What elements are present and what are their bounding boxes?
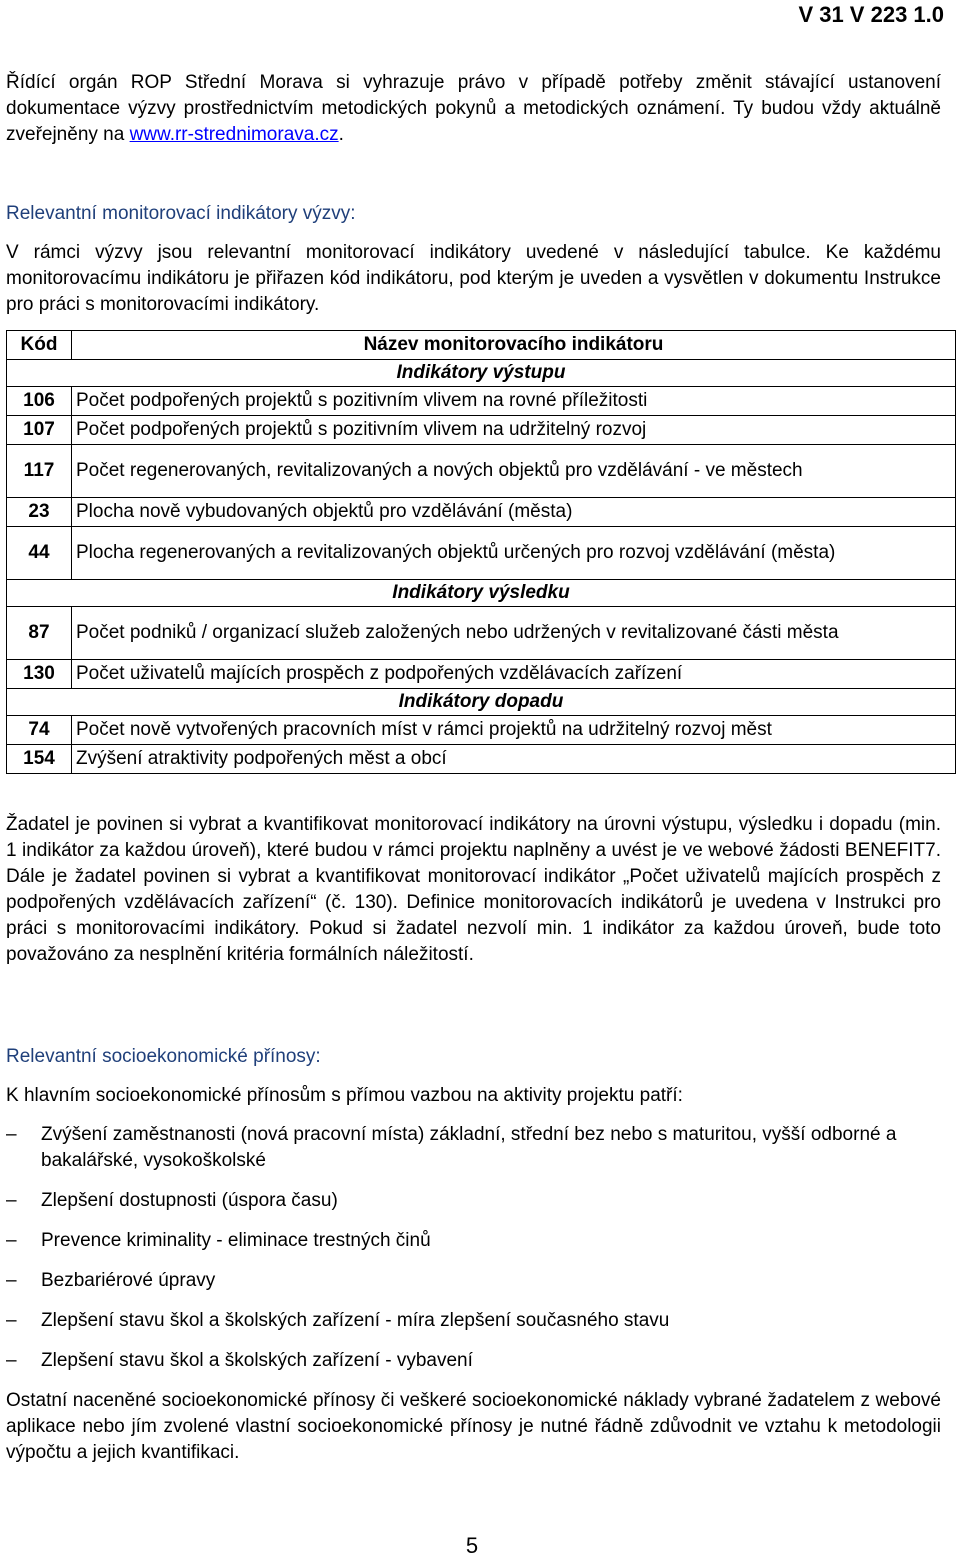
indicators-table [6,330,956,774]
indicator-name: Počet podniků / organizací služeb založených nebo udržených v revitalizované části města [72,607,956,660]
indicator-code: 74 [7,716,72,745]
table-row [7,445,956,498]
table-row [7,498,956,527]
document-version: V 31 V 223 1.0 [798,2,944,27]
table-row [7,660,956,689]
list-item-text: Zvýšení zaměstnanosti (nová pracovní místa) základní, střední bez nebo s maturitou, vyšší odborné a bakalářské, vysokoškolské [41,1124,897,1171]
indicator-code: 106 [7,387,72,416]
benefits-heading: Relevantní socioekonomické přínosy: [6,1046,321,1067]
indicator-name: Počet nově vytvořených pracovních míst v rámci projektů na udržitelný rozvoj měst [72,716,956,745]
table-row [7,527,956,580]
table-row [7,387,956,416]
section-row-impact [7,689,956,716]
benefits-intro: K hlavním socioekonomické přínosům s přímou vazbou na aktivity projektu patří: [6,1085,683,1106]
indicator-name: Zvýšení atraktivity podpořených měst a obcí [72,745,956,774]
dash-bullet: – [6,1350,17,1371]
website-link[interactable]: www.rr-strednimorava.cz [129,124,339,145]
indicator-code: 107 [7,416,72,445]
list-item-text: Zlepšení stavu škol a školských zařízení - vybavení [41,1350,473,1371]
indicator-code: 23 [7,498,72,527]
section-row-output [7,360,956,387]
list-item [6,1228,941,1254]
indicator-name: Počet uživatelů majících prospěch z podpořených vzdělávacích zařízení [72,660,956,689]
indicator-name: Počet regenerovaných, revitalizovaných a nových objektů pro vzdělávání - ve městech [72,445,956,498]
list-item [6,1268,941,1294]
intro-text: Řídící orgán ROP Střední Morava si vyhrazuje právo v případě potřeby změnit stávající ustanovení dokumentace výzvy prostřednictvím metodických pokynů a metodických oznámení. Ty budou vždy aktuálně zveřejněny na [6,72,941,145]
list-item-text: Prevence kriminality - eliminace trestných činů [41,1230,431,1251]
list-item [6,1308,941,1334]
indicator-name: Počet podpořených projektů s pozitivním vlivem na udržitelný rozvoj [72,416,956,445]
applicant-note: Žadatel je povinen si vybrat a kvantifikovat monitorovací indikátory na úrovni výstupu, výsledku i dopadu (min. 1 indikátor za každou úroveň), které budou v rámci projektu naplněny a uvést je ve webové žádosti BENEFIT7. Dále je žadatel povinen si vybrat a kvantifikovat monitorovací indikátor „Počet uživatelů majících prospěch z podpořených vzdělávacích zařízení“ (č. 130). Definice monitorovacích indikátorů je uvedena v Instrukci pro práci s monitorovacími indikátory. Pokud si žadatel nezvolí min. 1 indikátor za každou úroveň, bude toto považováno za nesplnění kritéria formálních náležitostí. [6,814,941,965]
table-header-row [7,331,956,360]
section-title: Indikátory dopadu [7,689,956,716]
indicators-intro: V rámci výzvy jsou relevantní monitorovací indikátory uvedené v následující tabulce. Ke každému monitorovacímu indikátoru je přiřazen kód indikátoru, pod kterým je uveden a vysvětlen v dokumentu Instrukce pro práci s monitorovacími indikátory. [6,242,941,315]
indicators-heading: Relevantní monitorovací indikátory výzvy: [6,203,356,224]
benefits-list [6,1122,941,1388]
section-title: Indikátory výstupu [7,360,956,387]
indicator-code: 117 [7,445,72,498]
indicator-code: 44 [7,527,72,580]
indicator-name: Plocha nově vybudovaných objektů pro vzdělávání (města) [72,498,956,527]
column-header-code: Kód [7,331,72,360]
section-title: Indikátory výsledku [7,580,956,607]
list-item [6,1122,941,1174]
intro-paragraph [6,70,941,148]
list-item [6,1188,941,1214]
list-item-text: Zlepšení dostupnosti (úspora času) [41,1190,338,1211]
indicator-code: 154 [7,745,72,774]
dash-bullet: – [6,1310,17,1331]
indicator-code: 130 [7,660,72,689]
dash-bullet: – [6,1270,17,1291]
table-row [7,716,956,745]
indicator-name: Počet podpořených projektů s pozitivním vlivem na rovné příležitosti [72,387,956,416]
page-number: 5 [465,1533,479,1558]
intro-text-end: . [338,124,344,145]
section-row-result [7,580,956,607]
table-row [7,416,956,445]
list-item [6,1348,941,1374]
dash-bullet: – [6,1230,17,1251]
table-row [7,745,956,774]
indicator-name: Plocha regenerovaných a revitalizovaných objektů určených pro rozvoj vzdělávání (města) [72,527,956,580]
dash-bullet: – [6,1124,17,1145]
table-row [7,607,956,660]
benefits-closing: Ostatní naceněné socioekonomické přínosy či veškeré socioekonomické náklady vybrané žadatelem z webové aplikace nebo jím zvolené vlastní socioekonomické přínosy je nutné řádně zdůvodnit ve vztahu k metodologii výpočtu a jejich kvantifikaci. [6,1390,941,1463]
list-item-text: Zlepšení stavu škol a školských zařízení - míra zlepšení současného stavu [41,1310,670,1331]
list-item-text: Bezbariérové úpravy [41,1270,216,1291]
indicator-code: 87 [7,607,72,660]
column-header-name: Název monitorovacího indikátoru [72,331,956,360]
dash-bullet: – [6,1190,17,1211]
